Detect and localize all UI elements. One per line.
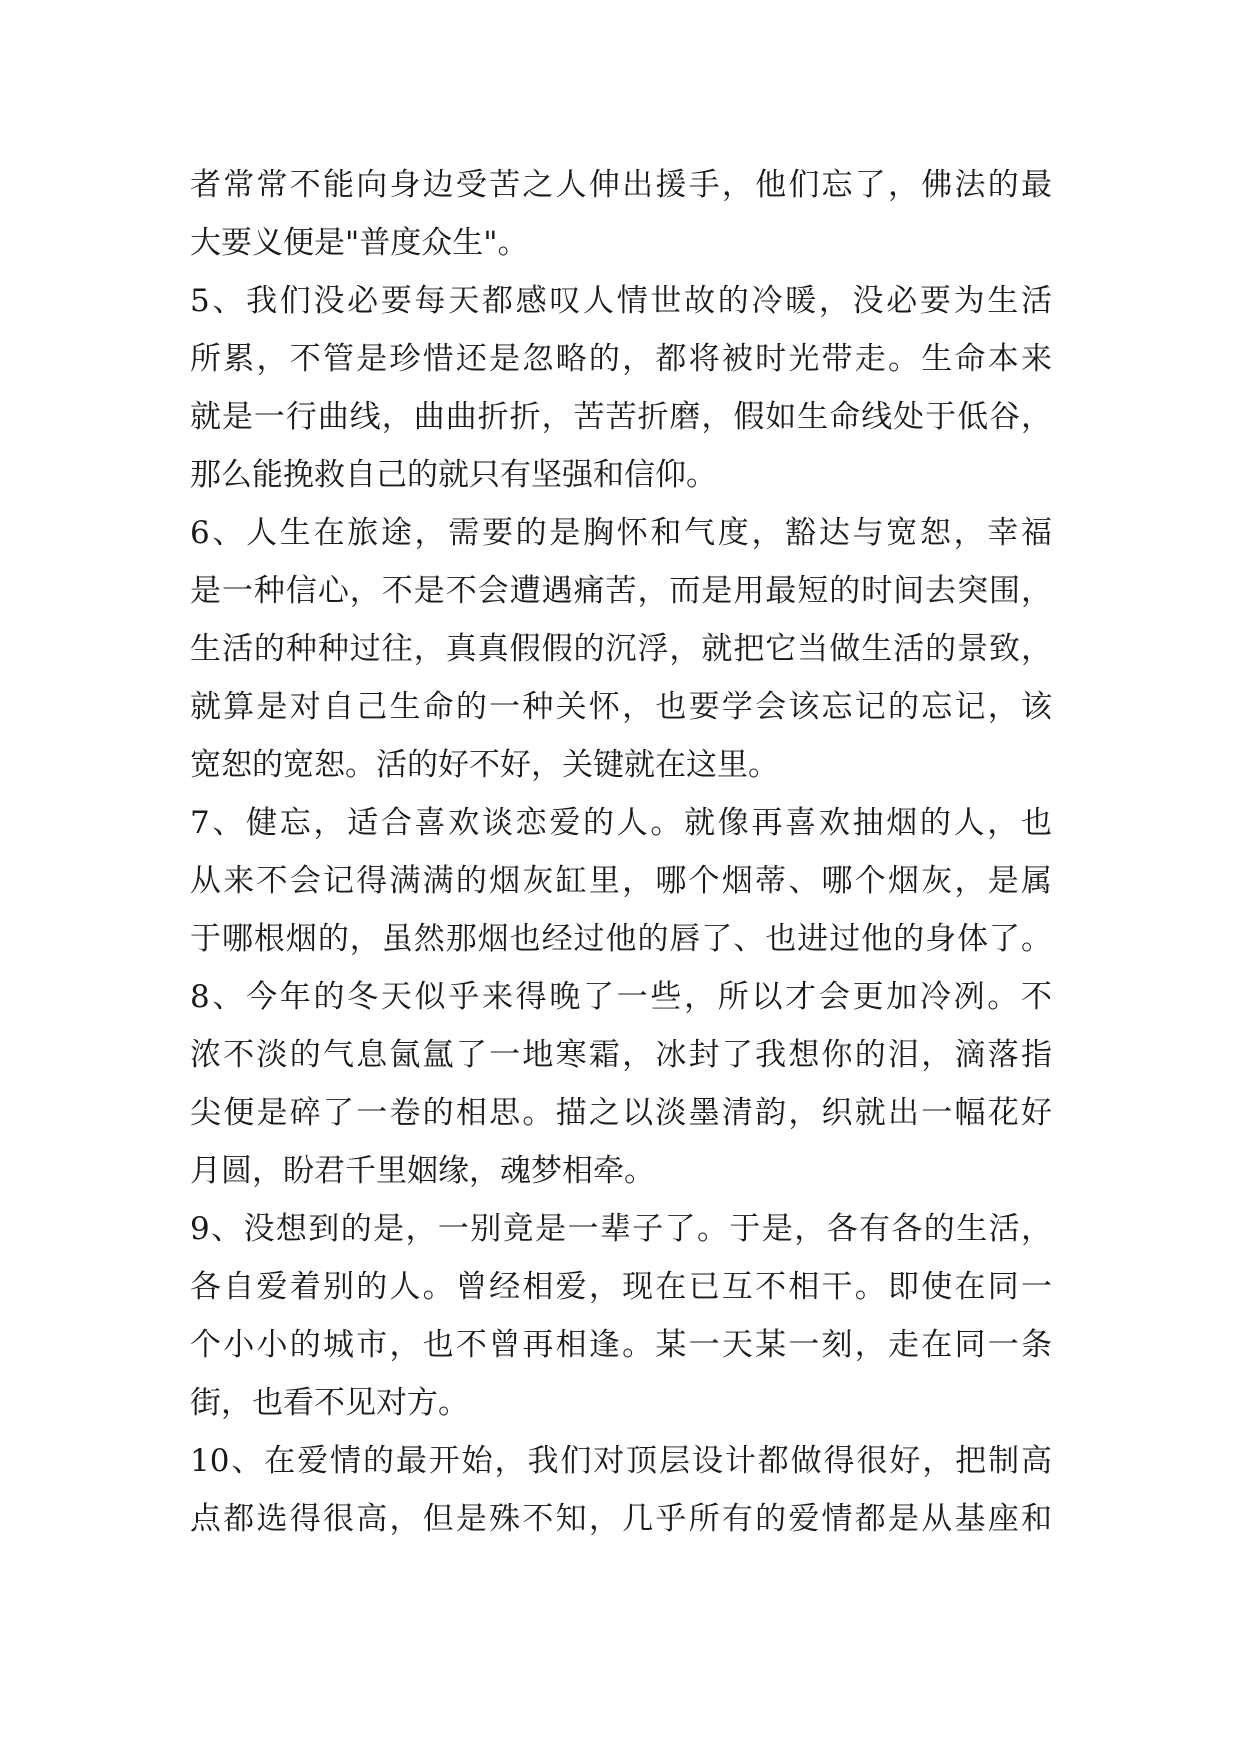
text-line: 7、健忘，适合喜欢谈恋爱的人。就像再喜欢抽烟的人，也 [190,805,1052,841]
text-line: 各自爱着别的人。曾经相爱，现在已互不相干。即使在同一 [190,1269,1052,1305]
text-line: 是一种信心，不是不会遭遇痛苦，而是用最短的时间去突围， [190,573,1052,609]
text-line: 8、今年的冬天似乎来得晚了一些，所以才会更加冷冽。不 [190,979,1052,1015]
text-line: 10、在爱情的最开始，我们对顶层设计都做得很好，把制高 [190,1443,1052,1479]
text-line: 宽恕的宽恕。活的好不好，关键就在这里。 [190,747,779,783]
text-line: 于哪根烟的，虽然那烟也经过他的唇了、也进过他的身体了。 [190,921,1052,957]
text-line: 大要义便是"普度众生"。 [190,225,529,261]
text-line: 点都选得很高，但是殊不知，几乎所有的爱情都是从基座和 [190,1501,1052,1537]
text-line: 5、我们没必要每天都感叹人情世故的冷暖，没必要为生活 [190,283,1052,319]
text-line: 生活的种种过往，真真假假的沉浮，就把它当做生活的景致， [190,631,1052,667]
text-line: 月圆，盼君千里姻缘，魂梦相牵。 [190,1153,655,1189]
text-line: 浓不淡的气息氤氲了一地寒霜，冰封了我想你的泪，滴落指 [190,1037,1052,1073]
text-line: 个小小的城市，也不曾再相逢。某一天某一刻，走在同一条 [190,1327,1052,1363]
text-line: 就是一行曲线，曲曲折折，苦苦折磨，假如生命线处于低谷， [190,399,1052,435]
text-line: 尖便是碎了一卷的相思。描之以淡墨清韵，织就出一幅花好 [190,1095,1052,1131]
text-line: 所累，不管是珍惜还是忽略的，都将被时光带走。生命本来 [190,341,1052,377]
text-line: 6、人生在旅途，需要的是胸怀和气度，豁达与宽恕，幸福 [190,515,1052,551]
text-line: 从来不会记得满满的烟灰缸里，哪个烟蒂、哪个烟灰，是属 [190,863,1052,899]
text-line: 就算是对自己生命的一种关怀，也要学会该忘记的忘记，该 [190,689,1052,725]
text-line: 街，也看不见对方。 [190,1385,469,1421]
text-line: 9、没想到的是，一别竟是一辈子了。于是，各有各的生活， [190,1211,1052,1247]
text-line: 那么能挽救自己的就只有坚强和信仰。 [190,457,717,493]
text-line: 者常常不能向身边受苦之人伸出援手，他们忘了，佛法的最 [190,167,1052,203]
